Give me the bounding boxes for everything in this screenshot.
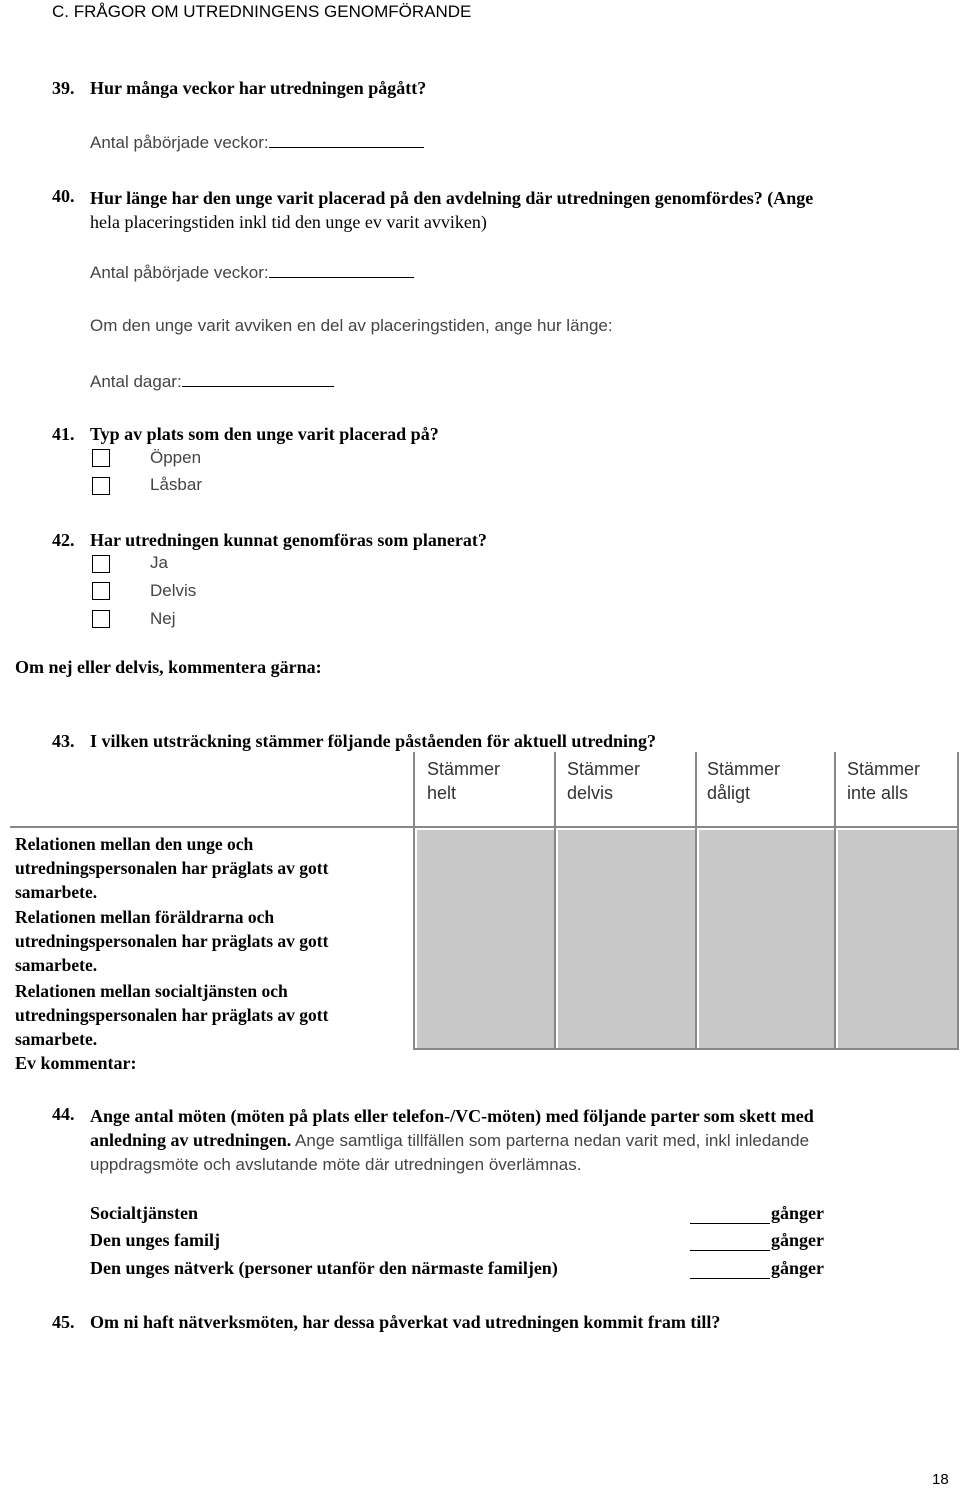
q43-number: 43. — [52, 731, 75, 751]
q44-party-label-0: Socialtjänsten — [90, 1203, 198, 1223]
q39-answer-line[interactable] — [269, 131, 424, 148]
q44-party-label-1: Den unges familj — [90, 1230, 220, 1250]
q45-question: Om ni haft nätverksmöten, har dessa påverkat vad utredningen kommit fram till? — [90, 1312, 721, 1332]
q44-party-label-2: Den unges nätverk (personer utanför den närmaste familjen) — [90, 1258, 558, 1278]
q43-col-header-helt: Stämmer helt — [427, 759, 501, 803]
q40-days-label: Antal dagar: — [90, 372, 182, 391]
q39-question: Hur många veckor har utredningen pågått? — [90, 78, 427, 98]
q44-line2-rest: Ange samtliga tillfällen som parterna nedan varit med, inkl inledande — [291, 1131, 810, 1150]
q42-option-label-2: Nej — [150, 609, 176, 628]
q42-comment-label: Om nej eller delvis, kommentera gärna: — [15, 657, 322, 677]
q42-option-checkbox-0[interactable] — [92, 555, 110, 573]
q44-party-line-0[interactable] — [690, 1207, 770, 1224]
q41-option-label-1: Låsbar — [150, 475, 202, 494]
q43-col-header-daligt: Stämmer dåligt — [707, 759, 781, 803]
q39-number: 39. — [52, 78, 75, 98]
q43-question: I vilken utsträckning stämmer följande påståenden för aktuell utredning? — [90, 731, 657, 751]
q42-option-checkbox-1[interactable] — [92, 582, 110, 600]
q39-field-label: Antal påbörjade veckor: — [90, 133, 269, 152]
q43-comment-label: Ev kommentar: — [15, 1053, 137, 1073]
q42-option-label-0: Ja — [150, 553, 168, 572]
q43-table-border — [554, 752, 556, 1050]
q40-question-line1: Hur länge har den unge varit placerad på den avdelning där utredningen genomfördes? (Ange — [90, 188, 814, 208]
q43-col-header-delvis: Stämmer delvis — [567, 759, 641, 803]
q44-party-unit-1: gånger — [771, 1230, 824, 1250]
q44-line1: Ange antal möten (möten på plats eller telefon-/VC-möten) med följande parter som skett med — [90, 1106, 814, 1126]
q43-table-border — [10, 826, 959, 828]
q40-weeks-line[interactable] — [269, 261, 414, 278]
q43-table-border — [957, 752, 959, 1050]
q40-question-line2: hela placeringstiden inkl tid den unge ev varit avviken) — [90, 212, 487, 232]
q44-number: 44. — [52, 1104, 75, 1124]
q43-cell-r0-c2[interactable] — [699, 830, 834, 1048]
section-title: C. FRÅGOR OM UTREDNINGENS GENOMFÖRANDE — [52, 2, 472, 21]
q44-line3: uppdragsmöte och avslutande möte där utredningen överlämnas. — [90, 1155, 582, 1174]
q41-number: 41. — [52, 424, 75, 444]
q43-row-label-0: Relationen mellan den unge och utredningspersonalen har präglats av gott samarbete. — [15, 834, 329, 902]
q40-question — [90, 186, 813, 234]
q43-table-border — [413, 1048, 959, 1050]
q40-days-line[interactable] — [182, 370, 334, 387]
q44-party-line-1[interactable] — [690, 1234, 770, 1251]
q42-option-label-1: Delvis — [150, 581, 197, 600]
q42-option-checkbox-2[interactable] — [92, 610, 110, 628]
q40-days — [90, 370, 334, 392]
q44-text — [90, 1104, 814, 1177]
q43-col-header-inte-alls: Stämmer inte alls — [847, 759, 921, 803]
q44-party-line-2[interactable] — [690, 1262, 770, 1279]
q43-table-border — [413, 752, 415, 1050]
q41-question: Typ av plats som den unge varit placerad på? — [90, 424, 439, 444]
q43-row-label-2: Relationen mellan socialtjänsten och utredningspersonalen har präglats av gott samarbete. — [15, 981, 329, 1049]
q45-number: 45. — [52, 1312, 75, 1332]
q43-cell-r0-c3[interactable] — [838, 830, 958, 1048]
q43-row-label-1: Relationen mellan föräldrarna och utredningspersonalen har präglats av gott samarbete. — [15, 907, 329, 975]
q44-line2-bold: anledning av utredningen. — [90, 1130, 292, 1150]
q43-table-border — [695, 752, 697, 1050]
q41-option-label-0: Öppen — [150, 448, 202, 467]
q42-number: 42. — [52, 530, 75, 550]
q41-option-checkbox-1[interactable] — [92, 477, 110, 495]
q39-field — [90, 131, 424, 153]
q43-cell-r0-c1[interactable] — [558, 830, 695, 1048]
q43-table-border — [834, 752, 836, 1050]
q40-followup: Om den unge varit avviken en del av placeringstiden, ange hur länge: — [90, 316, 613, 335]
page-number: 18 — [932, 1471, 949, 1488]
q41-option-checkbox-0[interactable] — [92, 449, 110, 467]
q40-field-label: Antal påbörjade veckor: — [90, 263, 269, 282]
q42-question: Har utredningen kunnat genomföras som planerat? — [90, 530, 487, 550]
q44-party-unit-0: gånger — [771, 1203, 824, 1223]
q43-cell-r0-c0[interactable] — [417, 830, 554, 1048]
q40-number: 40. — [52, 186, 75, 206]
q40-field — [90, 261, 414, 283]
q44-party-unit-2: gånger — [771, 1258, 824, 1278]
